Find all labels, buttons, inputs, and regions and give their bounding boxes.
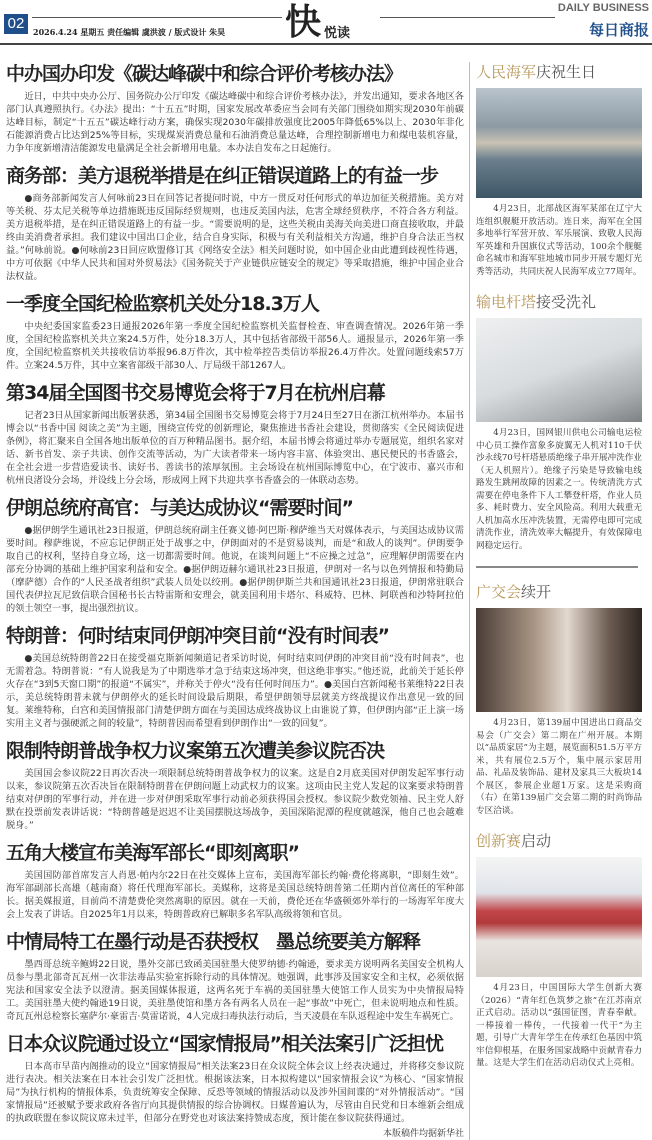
article-body: ●据伊朗学生通讯社23日报道，伊朗总统府副主任赛义德·阿巴斯·穆萨维当天对媒体表示，与美国达成协议需要时间。穆萨维说，不应忘记伊朗正处于战事之中，伊朗面对的不是贸易谈判，而是“和敌人的谈判”。伊朗要争取自己的权利，坚持自身立场，这一切都需要时间。他说，在谈判问题上“不应操之过急”，应理解伊朗需要在内部充分协调的基础上维护国家利益和安全。●据伊朗迈赫尔通讯社23日报道，伊朗对一名与以色列情报和特勤局（摩萨德）合作的“人民圣战者组织”武装人员处以绞刑。●据伊朗伊斯兰共和国通讯社23日报道，伊朗常驻联合国代表伊拉瓦尼致信联合国秘书长古特雷斯和安理会，就美国利用卡塔尔、科威特、巴林、阿联酋和沙特阿拉伯的领土领空一事，提出强烈抗议。 bbox=[6, 525, 464, 614]
photo-caption: 4月23日，中国国际大学生创新大赛（2026）“青年红色筑梦之旅”在江苏南京正式启动。活动以“强国征图，青春奉献。一棒接着一棒传，一代接着一代干”为主题，引导广大青年学生在传承红色基因中筑牢信仰根基，在服务国家战略中贡献青春力量。这是大学生们在活动启动仪式上亮相。 bbox=[476, 983, 642, 1068]
article bbox=[6, 381, 464, 487]
photo-caption: 4月23日，国网银川供电公司输电运检中心员工操作富象多旋翼无人机对110千伏沙永线70号杆塔悬质绝缘子串开展冲洗作业（无人机照片）。绝缘子污染是导致输电线路发生跳闸故障的因素之一。传统清洗方式需要在停电条件下人工攀登杆塔，作业人员多、耗时费力、安全风险高。利用大载重无人机加高水压冲洗装置，无需停电即可完成清洗作业，清洗效率大幅提升，有效保障电网稳定运行。 bbox=[476, 428, 642, 551]
article bbox=[6, 164, 464, 283]
article-body: 美国国防部首席发言人肖恩·帕内尔22日在社交媒体上宣布，美国海军部长约翰·费伦将离职，“即刻生效”。海军部副部长高雄（越南裔）将任代理海军部长。美媒称，这将是美国总统特朗普第二任期内首位离任的军种部长。据美媒报道，目前尚不清楚费伦突然离职的原因。就在一天前，费伦还在华盛顿郊外举行的一场海军年度大会上发表了讲话。自2025年1月以来，特朗普政府已解职多名军队高级将领和官员。 bbox=[6, 870, 464, 920]
article-title[interactable]: 第34届全国图书交易博览会将于7月在杭州启幕 bbox=[6, 382, 385, 404]
photo-story bbox=[476, 62, 642, 278]
article-body: 墨西哥总统辛鲍姆22日说，墨外交部已致函美国驻墨大使罗纳德·约翰逊，要求美方说明两名美国安全机构人员参与墨北部奇瓦瓦州一次非法毒品实验室拆除行动的具体情况。她强调，此事涉及国家安全和主权，必须依据宪法和国家安全法予以澄清。据美国媒体报道，这两名死于车祸的美国驻墨大使馆工作人员实为中央情报局特工。美国驻墨大使约翰逊19日说，美驻墨使馆和墨方各有两名人员在一起“事故”中死亡，但未说明地点和性质。奇瓦瓦州总检察长塞萨尔·豪雷吉·莫雷诺说，4人完成扫毒执法行动后，当天凌晨在车队返程途中发生车祸死亡。 bbox=[6, 959, 464, 1022]
divider bbox=[32, 17, 282, 18]
photo-story bbox=[476, 831, 642, 1070]
section-logo-big: 快 bbox=[285, 1, 322, 43]
article bbox=[6, 1032, 464, 1125]
divider bbox=[380, 17, 555, 18]
photo-title: 输电杆塔接受洗礼 bbox=[476, 293, 597, 311]
news-column bbox=[0, 62, 468, 1140]
photo-title: 人民海军庆祝生日 bbox=[476, 63, 597, 81]
photo-story bbox=[476, 582, 642, 817]
article-body: 近日，中共中央办公厅、国务院办公厅印发《碳达峰碳中和综合评价考核办法》，并发出通知，要求各地区各部门认真遵照执行。《办法》提出：“十五五”时期，国家发展改革委应当会同有关部门围绕如期实现2030年前碳达峰目标，制定“十五五”碳达峰行动方案，确保实现2030年碳排放强度比2005年降低65%以上、2030年非化石能源消费占比达到25%等目标，实现煤炭消费总量和石油消费总量达峰，合理控制新增电力和煤电装机容量，力争年度新增清洁能源发电量满足全社会新增用电量。本办法自发布之日起施行。 bbox=[6, 91, 464, 154]
masthead bbox=[0, 0, 652, 48]
brand-english: DAILY BUSINESS bbox=[557, 2, 649, 14]
article bbox=[6, 624, 464, 730]
section-name: 悦读 bbox=[324, 26, 351, 41]
photo-caption: 4月23日，第139届中国进出口商品交易会（广交会）第二期在广州开展。本期以“品质家居”为主题，展览面积51.5万平方米，共有展位2.5万个，集中展示家居用品、礼品及装饰品、建材及家具三大板块14个展区，参展企业超1万家。这是采购商（右）在第139届广交会第二期的时尚饰品专区洽谈。 bbox=[476, 718, 642, 816]
article-body: 美国国会参议院22日再次否决一项限制总统特朗普战争权力的议案。这是自2月底美国对伊朗发起军事行动以来，参议院第五次否决旨在限制特朗普在伊朗问题上动武权力的议案。这项由民主党人发起的议案要求特朗普结束对伊朗的军事行动，并在进一步对伊朗采取军事行动前必须获得国会授权。参议院少数党领袖、民主党人舒默在投票前发表讲话说：“特朗普越是迟迟不让美国摆脱这场战争，美国深陷泥潭的程度就越深，他自己也会越难脱身。” bbox=[6, 768, 464, 831]
source-note: 本版稿件均据新华社 bbox=[382, 1129, 464, 1139]
page-number: 02 bbox=[4, 14, 28, 34]
article bbox=[6, 292, 464, 372]
article-body: 日本高市早苗内阁推动的设立“国家情报局”相关法案23日在众议院全体会议上经表决通过，并将移交参议院进行表决。相关法案在日本社会引发广泛担忧。根据该法案，日本拟构建以“国家情报会议”为核心、“国家情报局”为执行机构的情报体系，负责统筹安全保障、反恐等领域的情报活动以及涉外国间谍的“对外情报活动”。“国家情报局”还被赋予要求政府各省厅向其提供情报的综合协调权。日媒普遍认为，尽管由自民党和日本维新会组成的执政联盟在参议院议席未过半，但部分在野党也对该法案持赞成态度，预计能在参议院获得通过。 bbox=[6, 1061, 464, 1124]
article bbox=[6, 930, 464, 1023]
divider bbox=[476, 566, 638, 568]
page-columns bbox=[0, 48, 652, 1140]
article-title[interactable]: 日本众议院通过设立“国家情报局”相关法案引广泛担忧 bbox=[6, 1033, 443, 1055]
article-title[interactable]: 商务部：美方退税举措是在纠正错误道路上的有益一步 bbox=[6, 165, 439, 187]
photo-story bbox=[476, 292, 642, 552]
article-title[interactable]: 中情局特工在墨行动是否获授权 墨总统要美方解释 bbox=[6, 931, 421, 953]
column-divider bbox=[469, 62, 470, 1140]
photo-title: 广交会续开 bbox=[476, 583, 552, 601]
article-body: ●商务部新闻发言人何咏前23日在回答记者提问时说，中方一贯反对任何形式的单边加征关税措施。美方对等关税、芬太尼关税等单边措施既违反国际经贸规则，也违反美国内法，危害全球经贸秩序，不符合各方利益。美方退税举措，是在纠正错误道路上的有益一步。“需要说明的是，这些关税由美海关向美进口商直接收取，并最终由美消费者承担。我们建议中国出口企业，结合自身实际，积极与有关利益相关方沟通，维护自身合法正当权益。”何咏前说。●何咏前23日回应欧盟修订其《网络安全法》相关问题时说，如中国企业由此遭到歧视性待遇，中方可依据《中华人民共和国对外贸易法》《国务院关于产业链供应链安全的规定》等采取措施，维护中国企业合法权益。 bbox=[6, 193, 464, 282]
article-title[interactable]: 中办国办印发《碳达峰碳中和综合评价考核办法》 bbox=[6, 63, 403, 85]
article-body: 中央纪委国家监委23日通报2026年第一季度全国纪检监察机关监督检查、审查调查情况。2026年第一季度，全国纪检监察机关共立案24.5万件，处分18.3万人，其中包括省部级干部56人。通报显示，2026年第一季度，全国纪检监察机关共接收信访举报96.8万件次，其中检举控告类信访举报26.4万件次。处置问题线索57万件。立案24.5万件，其中立案省部级干部30人、厅局级干部1267人。 bbox=[6, 321, 464, 371]
header-rule bbox=[0, 43, 652, 45]
photo-caption: 4月23日，北部战区海军某部在辽宁大连组织舰艇开放活动。连日来，海军在全国多地举行军营开放、军乐展演、致敬人民海军英雄和升国旗仪式等活动，100余个舰艇命名城市和海军驻地城市同步开展专题灯光秀等活动，共同庆祝人民海军成立77周年。 bbox=[476, 204, 642, 277]
article bbox=[6, 62, 464, 155]
article-title[interactable]: 伊朗总统府高官：与美达成协议“需要时间” bbox=[6, 497, 353, 519]
photo-title: 创新赛启动 bbox=[476, 832, 552, 850]
article-body: ●美国总统特朗普22日在接受福克斯新闻频道记者采访时说，何时结束同伊朗的冲突目前“没有时间表”，也无需着急。特朗普说：“有人说我是为了中期选举才急于结束这场冲突，但这绝非事实。”他还说，此前关于延长停火存在“3到5天窗口期”的报道“不属实”，并称关于停火“没有任何时间压力”。●美国白宫新闻秘书莱维特22日表示，美总统特朗普未就与伊朗停火的延长时间设最后期限，希望伊朗领导层就美方终战提议作出意见一致的回复。莱维特称，白宫和美国情报部门清楚伊朗方面在与美国达成终战协议上由谁说了算，但伊朗内部“正上演一场实用主义者与强硬派之间的较量”，特朗普因而希望看到伊朗作出“一致的回复”。 bbox=[6, 653, 464, 729]
article-title[interactable]: 限制特朗普战争权力议案第五次遭美参议院否决 bbox=[6, 740, 385, 762]
article bbox=[6, 496, 464, 615]
drone-washing-tower-photo[interactable] bbox=[476, 318, 642, 422]
innovation-contest-photo[interactable] bbox=[476, 857, 642, 977]
article-title[interactable]: 特朗普：何时结束同伊朗冲突目前“没有时间表” bbox=[6, 625, 389, 647]
article bbox=[6, 739, 464, 832]
issue-meta: 2026.4.24 星期五 责任编辑 虞洪波 / 版式设计 朱昊 bbox=[33, 27, 226, 37]
photo-column bbox=[476, 62, 642, 1084]
canton-fair-photo[interactable] bbox=[476, 608, 642, 712]
article-title[interactable]: 五角大楼宣布美海军部长“即刻离职” bbox=[6, 842, 299, 864]
brand-chinese: 每日商报 bbox=[588, 21, 649, 39]
article-title[interactable]: 一季度全国纪检监察机关处分18.3万人 bbox=[6, 293, 319, 315]
article-body: 记者23日从国家新闻出版署获悉，第34届全国图书交易博览会将于7月24日至27日在浙江杭州举办。本届书博会以“书香中国 阅读之美”为主题，围绕宣传党的创新理论，聚焦推进书香社会建设，贯彻落实《全民阅读促进条例》，将汇聚来自全国各地出版单位的百万种精品图书。据介绍，本届书博会将通过举办专题展览，组织名家对话、新书首发、亲子共读、创作交流等活动，为广大读者带来一场内容丰富、体验突出、惠民便民的书香盛会，在全社会进一步营造爱读书、读好书、善读书的浓厚氛围。主会场设在杭州国际博览中心，在宁波市、嘉兴市和杭州良渚设分会场，并设线上分会场，形成网上网下共迎共享书香盛会的一体联动态势。 bbox=[6, 410, 464, 486]
navy-ships-photo[interactable] bbox=[476, 88, 642, 198]
article bbox=[6, 841, 464, 921]
